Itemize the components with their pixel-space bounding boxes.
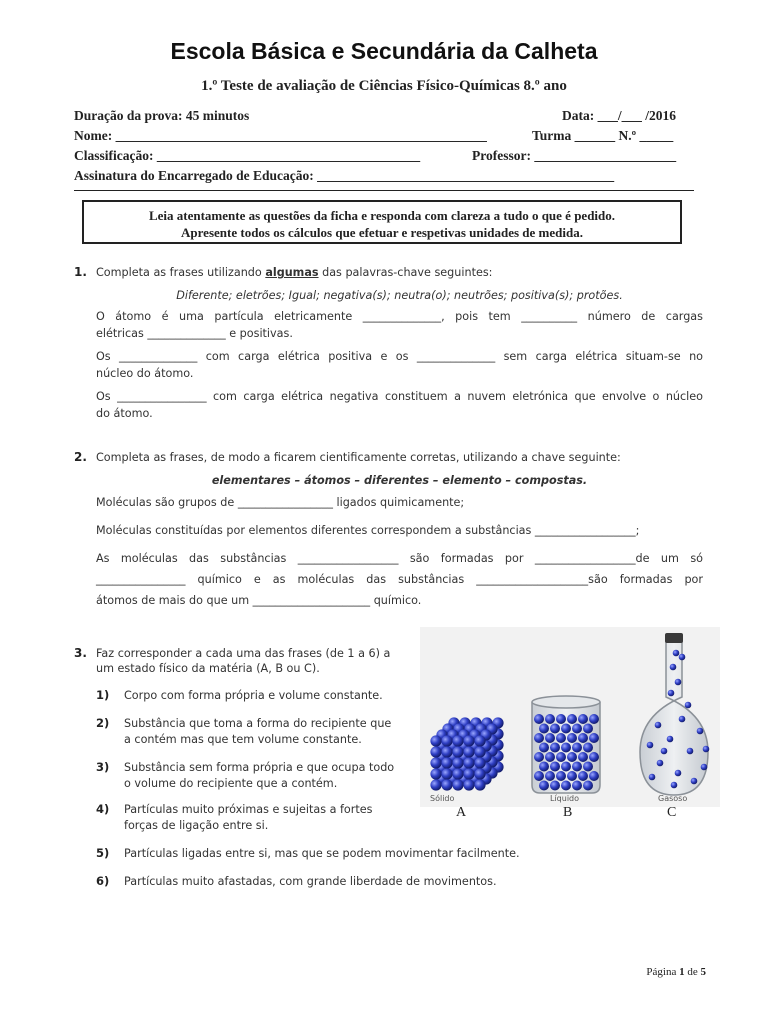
q1-sentence-2-line-1[interactable]: Os ______________ com carga elétrica positiva e os ______________ sem carga elétrica situam-se no (96, 350, 703, 363)
particle (661, 748, 668, 755)
particle (452, 735, 463, 746)
q1-intro-emphasis: algumas (265, 266, 319, 279)
page-word: Página (646, 966, 677, 978)
particle (550, 781, 560, 791)
particle (539, 724, 549, 734)
particle (430, 735, 441, 746)
particle (671, 782, 678, 789)
question-2-keywords: elementares – átomos – diferentes – elemento – compostas. (211, 474, 588, 487)
particle (463, 735, 474, 746)
particle (441, 768, 452, 779)
solid-caption: Sólido (430, 794, 455, 803)
date-field[interactable]: Data: ___/___ /2016 (562, 108, 676, 123)
particle (441, 735, 452, 746)
particle (539, 762, 549, 772)
question-1-number: 1. (74, 265, 87, 279)
particle (703, 746, 710, 753)
page-total: 5 (700, 966, 706, 978)
particle (539, 743, 549, 753)
label-c: C (667, 805, 677, 820)
particle (589, 771, 599, 781)
particle (556, 771, 566, 781)
particle (463, 779, 474, 790)
question-3-intro-line-2: um estado físico da matéria (A, B ou C). (96, 662, 320, 675)
q3-item-4-line-2: forças de ligação entre si. (124, 818, 269, 832)
instructions-box (82, 200, 682, 244)
q3-item-2-line-2: a contém mas que tem volume constante. (124, 732, 362, 746)
particle (452, 779, 463, 790)
particle (668, 690, 675, 697)
particle (534, 714, 544, 724)
q1-sentence-2-line-2: núcleo do átomo. (96, 367, 194, 380)
q3-item-4-line-1: Partículas muito próximas e sujeitas a fortes (124, 803, 373, 816)
particle (572, 762, 582, 772)
q2-sentence-3-line-3[interactable]: átomos de mais do que um _____________________ químico. (96, 594, 422, 607)
particle (572, 743, 582, 753)
particle (583, 743, 593, 753)
page-footer (646, 966, 706, 978)
particle (452, 757, 463, 768)
q1-intro-text-end: das palavras-chave seguintes: (318, 266, 493, 279)
q2-sentence-3-line-1[interactable]: As moléculas das substâncias __________________ são formadas por __________________de um só (96, 552, 703, 565)
particle (441, 779, 452, 790)
teacher-field[interactable]: Professor: _____________________ (472, 148, 677, 163)
particle (675, 679, 682, 686)
states-of-matter-illustration (420, 627, 720, 807)
question-3-number: 3. (74, 646, 87, 660)
particle (534, 733, 544, 743)
particle (545, 771, 555, 781)
particle (550, 743, 560, 753)
duration-label: Duração da prova: 45 minutos (74, 108, 250, 123)
particle (675, 770, 682, 777)
particle (567, 752, 577, 762)
particle (649, 774, 656, 781)
particle (655, 722, 662, 729)
particle (572, 781, 582, 791)
q3-item-2-line-1: Substância que toma a forma do recipiente que (124, 717, 392, 730)
particle (679, 716, 686, 723)
particle (578, 752, 588, 762)
q3-item-4-text (124, 802, 399, 833)
particle (430, 768, 441, 779)
q3-item-3-number: 3) (96, 760, 110, 774)
particle (697, 728, 704, 735)
q3-item-3-line-2: o volume do recipiente que a contém. (124, 776, 338, 790)
particle (474, 757, 485, 768)
particle (545, 714, 555, 724)
particle (561, 724, 571, 734)
q3-item-2-number: 2) (96, 716, 110, 730)
q1-sentence-3-line-2: do átomo. (96, 407, 153, 420)
q2-sentence-1[interactable]: Moléculas são grupos de _________________ ligados quimicamente; (96, 496, 465, 509)
particle (578, 733, 588, 743)
q3-item-6-text: Partículas muito afastadas, com grande liberdade de movimentos. (124, 875, 497, 888)
particle (691, 778, 698, 785)
class-field[interactable]: Turma ______ N.º _____ (532, 128, 674, 143)
q2-sentence-2[interactable]: Moléculas constituídas por elementos diferentes correspondem a substâncias __________________; (96, 524, 640, 537)
particle (687, 748, 694, 755)
particle (550, 724, 560, 734)
particle (561, 762, 571, 772)
q3-item-3-line-1: Substância sem forma própria e que ocupa todo (124, 761, 395, 774)
particle (589, 733, 599, 743)
particle (589, 714, 599, 724)
question-1-intro (96, 264, 703, 281)
particle (670, 664, 677, 671)
particle (572, 724, 582, 734)
particle (474, 779, 485, 790)
label-b: B (563, 805, 573, 820)
particle (701, 764, 708, 771)
particle (567, 733, 577, 743)
particle (578, 714, 588, 724)
particle (430, 757, 441, 768)
q2-sentence-3-line-2[interactable]: ________________ químico e as moléculas das substâncias ____________________são formadas por (96, 573, 703, 586)
particle (463, 757, 474, 768)
header-row-duration (74, 108, 694, 124)
particle (441, 757, 452, 768)
q3-item-4-number: 4) (96, 802, 110, 816)
q1-sentence-1-line-2[interactable]: elétricas ______________ e positivas. (96, 327, 293, 340)
particle (567, 771, 577, 781)
question-1-keywords: Diferente; eletrões; Igual; negativa(s); neutra(o); neutrões; positiva(s); protões. (176, 289, 623, 302)
particle (474, 735, 485, 746)
particle (567, 714, 577, 724)
liquid-beaker (532, 696, 600, 793)
of-word: de (687, 966, 698, 978)
particle (673, 650, 680, 657)
q3-item-1-number: 1) (96, 688, 110, 702)
page-number: 1 (679, 966, 685, 978)
grade-field[interactable]: Classificação: _______________________________________ (74, 148, 421, 163)
particle (657, 760, 664, 767)
particle (539, 781, 549, 791)
liquid-caption: Líquido (550, 794, 580, 803)
particle (667, 736, 674, 743)
particle (430, 746, 441, 757)
particle (685, 702, 692, 709)
particle (452, 768, 463, 779)
particle (430, 779, 441, 790)
particle (647, 742, 654, 749)
particle (583, 762, 593, 772)
states-of-matter-figure (420, 627, 720, 807)
particle (534, 771, 544, 781)
particle (556, 733, 566, 743)
particle (583, 724, 593, 734)
q2-keywords-text: elementares – átomos – diferentes – elemento – compostas (211, 474, 583, 487)
particle (556, 714, 566, 724)
particle (474, 768, 485, 779)
question-3-intro-line-1: Faz corresponder a cada uma das frases (de 1 a 6) a (96, 647, 391, 660)
question-2-intro: Completa as frases, de modo a ficarem cientificamente corretas, utilizando a chave seguinte: (96, 451, 621, 464)
particle (545, 733, 555, 743)
q3-item-6-number: 6) (96, 874, 110, 888)
signature-field[interactable]: Assinatura do Encarregado de Educação: ____________________________________________ (74, 168, 615, 183)
particle (679, 654, 686, 661)
q3-item-2-text (124, 716, 399, 747)
instructions-line-1: Leia atentamente as questões da ficha e responda com clareza a tudo o que é pedido. (148, 208, 616, 223)
particle (452, 746, 463, 757)
q3-item-5-number: 5) (96, 846, 110, 860)
gas-caption: Gasoso (658, 794, 688, 803)
particle (441, 746, 452, 757)
header-divider (74, 190, 694, 191)
particle (534, 752, 544, 762)
label-a: A (456, 805, 467, 820)
particle (474, 746, 485, 757)
q1-intro-text: Completa as frases utilizando (96, 266, 266, 279)
particle (556, 752, 566, 762)
particle (561, 781, 571, 791)
particle (545, 752, 555, 762)
particle (589, 752, 599, 762)
header-row-grade (74, 148, 694, 164)
q3-item-3-text (124, 760, 399, 791)
gas-flask (640, 633, 709, 795)
q1-sentence-3-line-1[interactable]: Os ________________ com carga elétrica negativa constituem a nuvem eletrónica que envolve o núcleo (96, 390, 703, 403)
test-title: 1.º Teste de avaliação de Ciências Físico-Químicas 8.º ano (201, 78, 567, 94)
particle (550, 762, 560, 772)
q3-item-1-text: Corpo com forma própria e volume constante. (124, 689, 383, 702)
particle (578, 771, 588, 781)
header-row-name (74, 128, 694, 144)
particle (561, 743, 571, 753)
particle (463, 746, 474, 757)
q3-item-5-text: Partículas ligadas entre si, mas que se podem movimentar facilmente. (124, 847, 520, 860)
school-title: Escola Básica e Secundária da Calheta (170, 38, 598, 64)
question-2-number: 2. (74, 450, 87, 464)
q1-sentence-1-line-1[interactable]: O átomo é uma partícula eletricamente ______________, pois tem __________ número de cargas (96, 310, 703, 323)
solid-particles-cube (430, 717, 503, 790)
particle (583, 781, 593, 791)
particle (463, 768, 474, 779)
name-field[interactable]: Nome: _______________________________________________________ (74, 128, 487, 143)
instructions-line-2: Apresente todos os cálculos que efetuar e respetivas unidades de medida. (181, 225, 583, 240)
